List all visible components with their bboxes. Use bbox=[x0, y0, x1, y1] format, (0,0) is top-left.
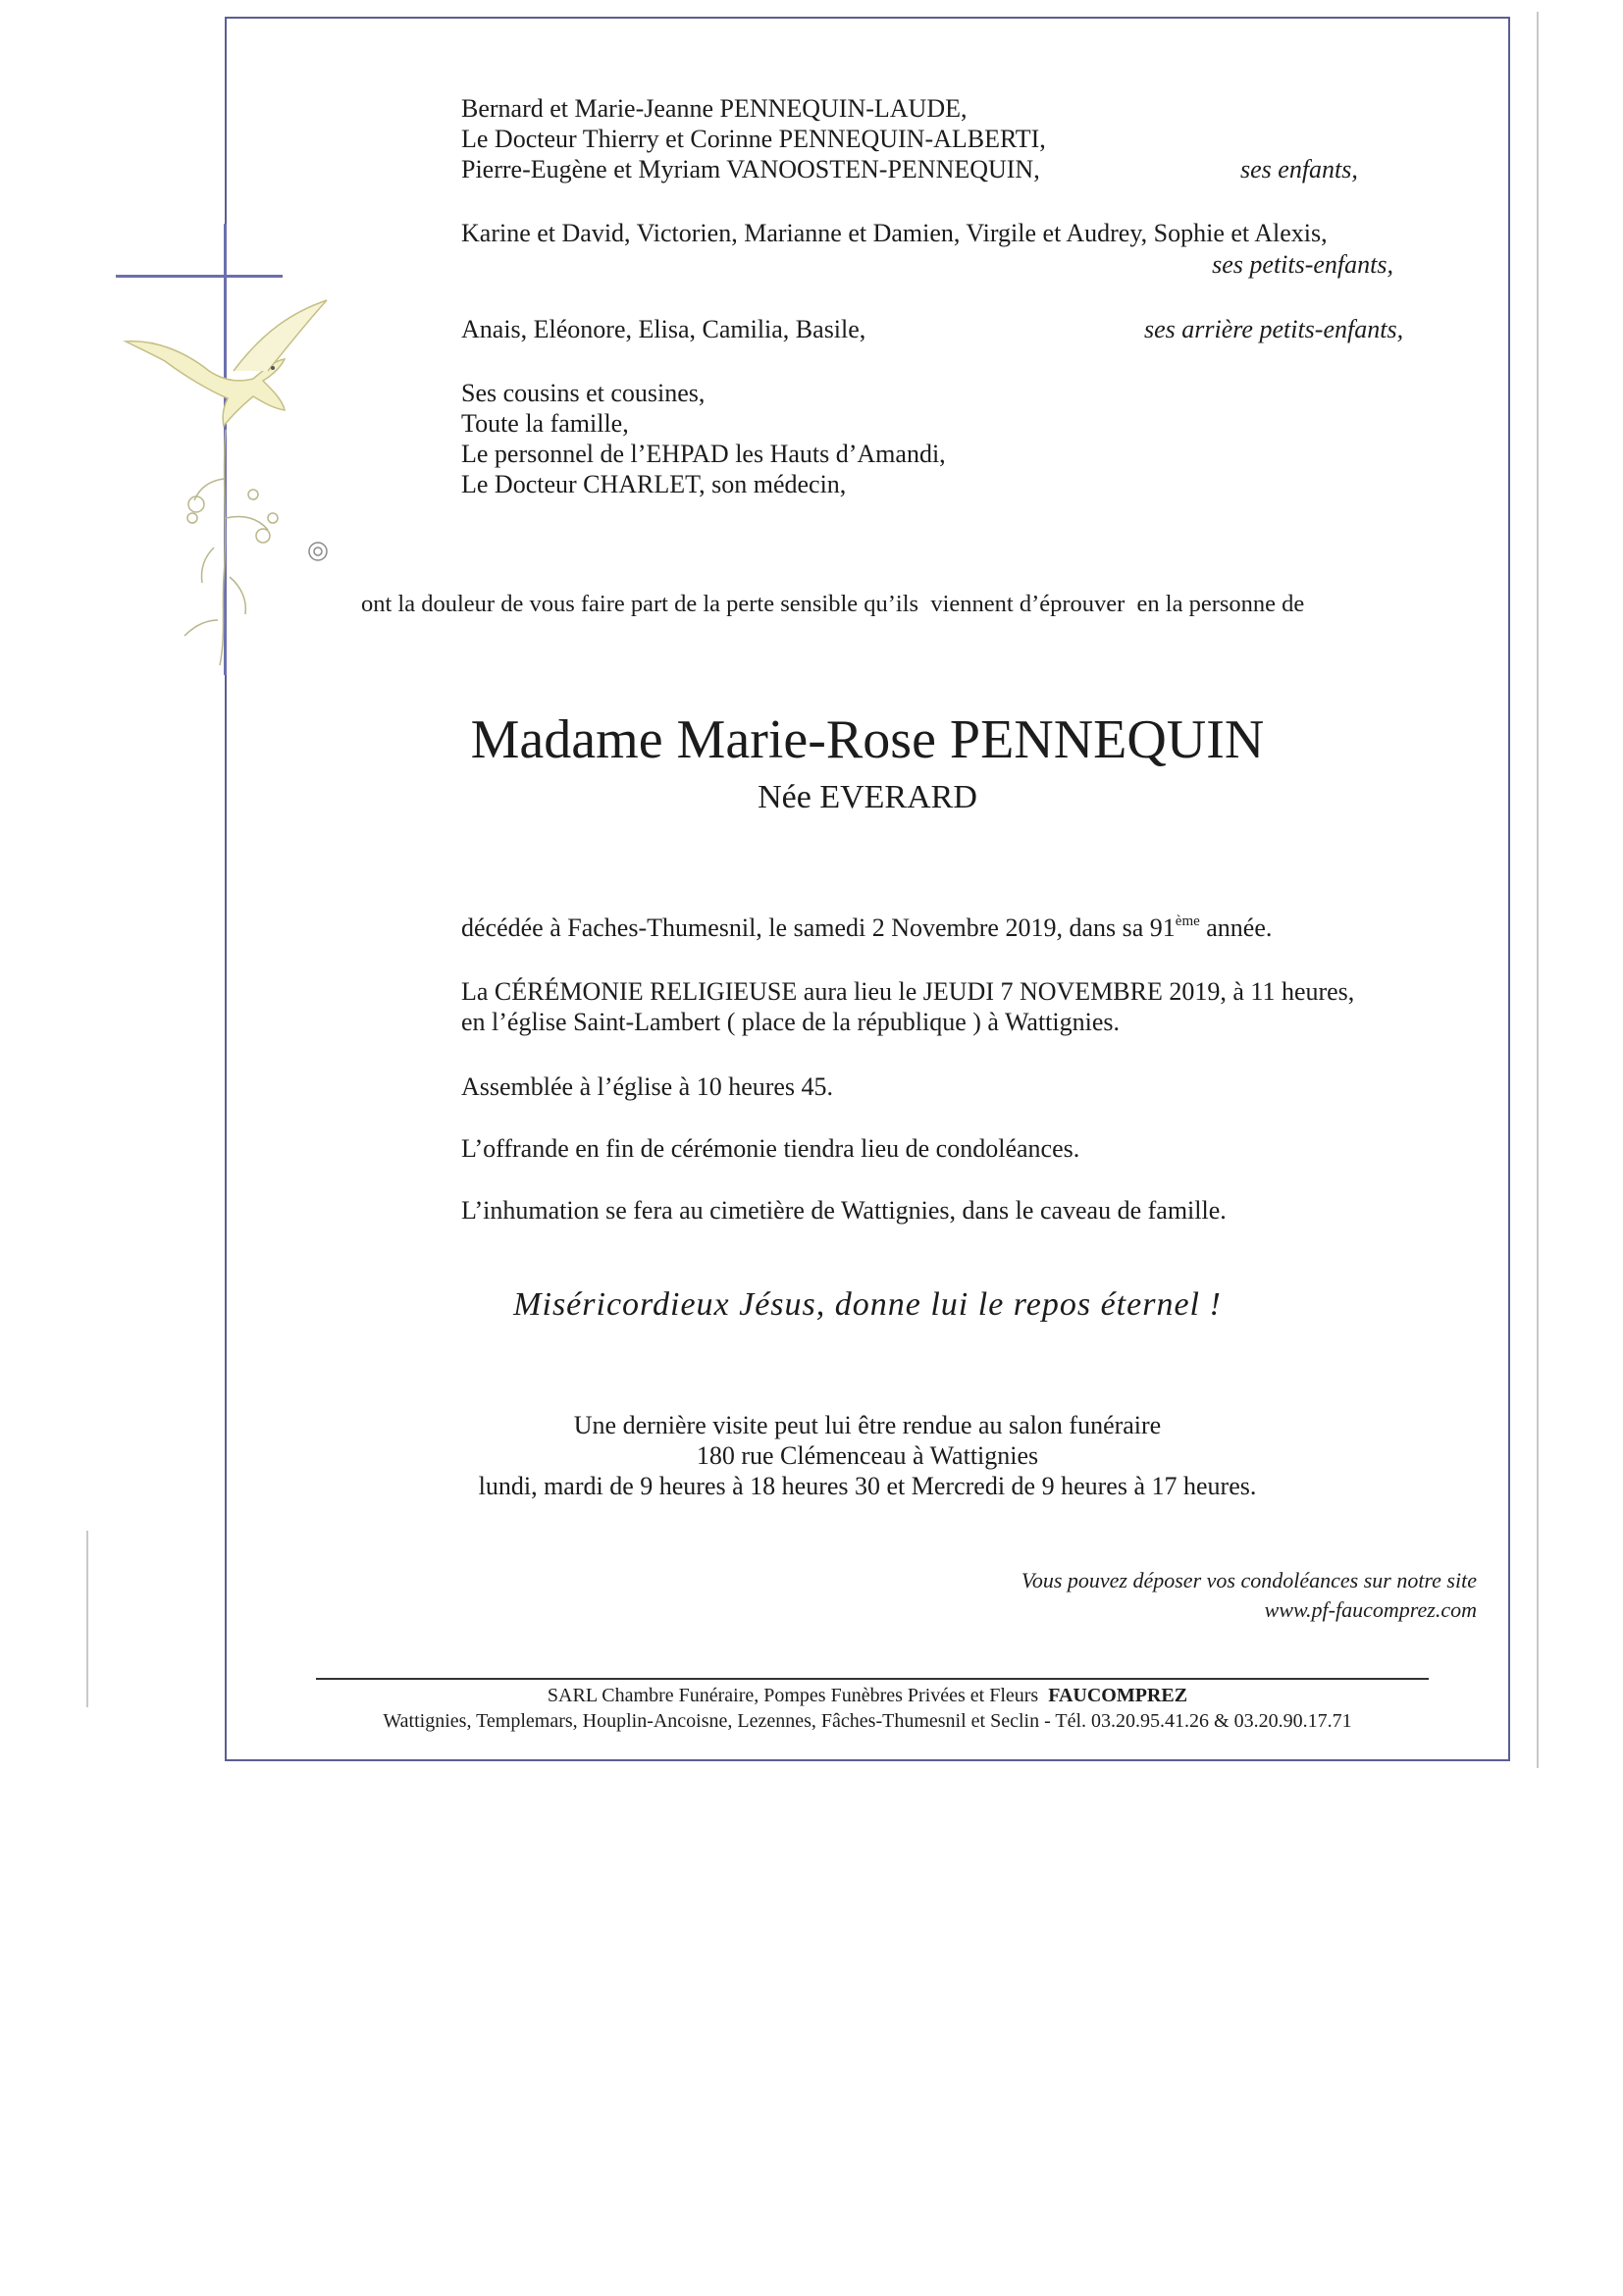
mourner-line: Le personnel de l’EHPAD les Hauts d’Amandi, bbox=[461, 440, 946, 468]
mourner-line: Le Docteur CHARLET, son médecin, bbox=[461, 470, 847, 498]
other-mourners-list bbox=[461, 378, 946, 499]
condolences-url[interactable]: www.pf-faucomprez.com bbox=[1264, 1597, 1477, 1622]
great-grandchildren-line: Anais, Eléonore, Elisa, Camilia, Basile, bbox=[461, 315, 866, 343]
burial-line: L’inhumation se fera au cimetière de Wattignies, dans le caveau de famille. bbox=[461, 1196, 1227, 1225]
visit-info bbox=[225, 1410, 1510, 1501]
scan-edge-right bbox=[1537, 12, 1539, 1768]
deceased-name: Madame Marie-Rose PENNEQUIN bbox=[470, 709, 1265, 770]
ceremony-line: en l’église Saint-Lambert ( place de la république ) à Wattignies. bbox=[461, 1008, 1121, 1036]
children-label: ses enfants, bbox=[1240, 155, 1358, 183]
footer-divider bbox=[316, 1678, 1429, 1680]
grandchildren-line: Karine et David, Victorien, Marianne et Damien, Virgile et Audrey, Sophie et Alexis, bbox=[461, 219, 1328, 247]
flower-icon bbox=[184, 430, 327, 665]
prayer-line: Miséricordieux Jésus, donne lui le repos éternel ! bbox=[513, 1286, 1222, 1323]
mourner-line: Toute la famille, bbox=[461, 409, 629, 438]
ceremony-info bbox=[461, 976, 1354, 1037]
footer-company-prefix: SARL Chambre Funéraire, Pompes Funèbres Privées et Fleurs bbox=[547, 1685, 1039, 1706]
visit-line: 180 rue Clémenceau à Wattignies bbox=[696, 1441, 1039, 1470]
footer-locations: Wattignies, Templemars, Houplin-Ancoisne, Lezennes, Fâches-Thumesnil et Seclin - Tél. 03.20.95.41.26 & 03.20.90.17.71 bbox=[383, 1710, 1352, 1732]
mourner-line: Ses cousins et cousines, bbox=[461, 379, 706, 407]
death-notice bbox=[461, 913, 1272, 943]
child-line: Le Docteur Thierry et Corinne PENNEQUIN-ALBERTI, bbox=[461, 125, 1046, 153]
visit-line: lundi, mardi de 9 heures à 18 heures 30 et Mercredi de 9 heures à 17 heures. bbox=[478, 1472, 1257, 1500]
offering-line: L’offrande en fin de cérémonie tiendra lieu de condoléances. bbox=[461, 1134, 1080, 1163]
footer-company-name: FAUCOMPREZ bbox=[1048, 1685, 1188, 1706]
religious-decoration bbox=[116, 224, 338, 675]
assembly-line: Assemblée à l’église à 10 heures 45. bbox=[461, 1072, 834, 1101]
child-line: Bernard et Marie-Jeanne PENNEQUIN-LAUDE, bbox=[461, 94, 968, 123]
cross-icon bbox=[116, 224, 283, 675]
great-grandchildren-label: ses arrière petits-enfants, bbox=[1144, 315, 1404, 343]
condolences-line: Vous pouvez déposer vos condoléances sur notre site bbox=[1021, 1568, 1477, 1592]
death-notice-text: décédée à Faches-Thumesnil, le samedi 2 Novembre 2019, dans sa 91 bbox=[461, 913, 1176, 942]
children-list bbox=[461, 93, 1046, 184]
ceremony-line: La CÉRÉMONIE RELIGIEUSE aura lieu le JEUDI 7 NOVEMBRE 2019, à 11 heures, bbox=[461, 977, 1355, 1006]
announcement-line: ont la douleur de vous faire part de la perte sensible qu’ils viennent d’éprouver en la personne de bbox=[361, 591, 1305, 617]
ordinal-suffix: ème bbox=[1175, 913, 1200, 929]
death-notice-end: année. bbox=[1199, 913, 1273, 942]
grandchildren-label: ses petits-enfants, bbox=[1212, 250, 1393, 279]
visit-line: Une dernière visite peut lui être rendue au salon funéraire bbox=[573, 1411, 1162, 1439]
deceased-maiden-name: Née EVERARD bbox=[758, 779, 977, 815]
scan-edge-left bbox=[86, 1531, 88, 1707]
child-line: Pierre-Eugène et Myriam VANOOSTEN-PENNEQUIN, bbox=[461, 155, 1040, 183]
footer-company bbox=[225, 1683, 1510, 1708]
condolences-info bbox=[785, 1566, 1477, 1625]
